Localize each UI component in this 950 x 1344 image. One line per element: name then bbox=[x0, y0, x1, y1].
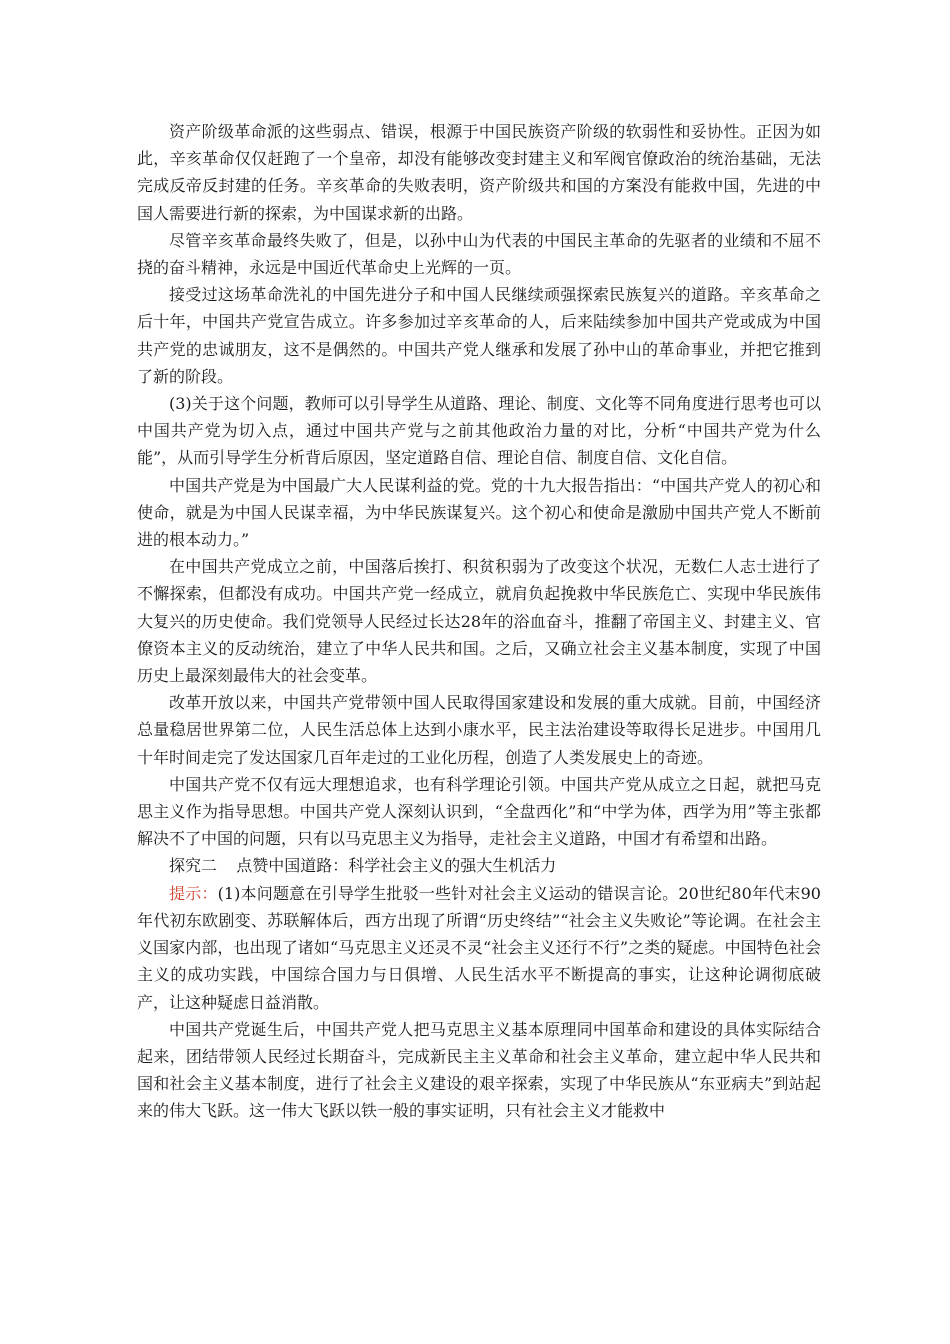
paragraph-8: 中国共产党不仅有远大理想追求，也有科学理论引领。中国共产党从成立之日起，就把马克思主义作为指导思想。中国共产党人深刻认识到，“全盘西化”和“中学为体，西学为用”等主张都解决不了中国的问题，只有以马克思主义为指导，走社会主义道路，中国才有希望和出路。 bbox=[137, 774, 821, 849]
paragraph-3: 接受过这场革命洗礼的中国先进分子和中国人民继续顽强探索民族复兴的道路。辛亥革命之后十年，中国共产党宣告成立。许多参加过辛亥革命的人，后来陆续参加中国共产党或成为中国共产党的忠诚朋友，这不是偶然的。中国共产党人继承和发展了孙中山的革命事业，并把它推到了新的阶段。 bbox=[137, 285, 821, 386]
paragraph-4: (3)关于这个问题，教师可以引导学生从道路、理论、制度、文化等不同角度进行思考也可以中国共产党为切入点，通过中国共产党与之前其他政治力量的对比，分析“中国共产党为什么能”，从而引导学生分析背后原因，坚定道路自信、理论自信、制度自信、文化自信。 bbox=[137, 394, 821, 468]
paragraph-7: 改革开放以来，中国共产党带领中国人民取得国家建设和发展的重大成就。目前，中国经济总量稳居世界第二位，人民生活总体上达到小康水平，民主法治建设等取得长足进步。中国用几十年时间走完了发达国家几百年走过的工业化历程，创造了人类发展史上的奇迹。 bbox=[137, 693, 821, 767]
paragraph-6: 在中国共产党成立之前，中国落后挨打、积贫积弱为了改变这个状况，无数仁人志士进行了不懈探索，但都没有成功。中国共产党一经成立，就肩负起挽救中华民族危亡、实现中华民族伟大复兴的历史使命。我们党领导人民经过长达28年的浴血奋斗，推翻了帝国主义、封建主义、官僚资本主义的反动统治，建立了中华人民共和国。之后，又确立社会主义基本制度，实现了中国历史上最深刻最伟大的社会变革。 bbox=[137, 557, 821, 686]
paragraph-2: 尽管辛亥革命最终失败了，但是，以孙中山为代表的中国民主革命的先驱者的业绩和不屈不挠的奋斗精神，永远是中国近代革命史上光辉的一页。 bbox=[137, 230, 821, 278]
section-label: 探究二 bbox=[169, 856, 218, 876]
hint-label: 提示： bbox=[169, 883, 218, 903]
section-title: 点赞中国道路：科学社会主义的强大生机活力 bbox=[236, 856, 557, 876]
section-heading bbox=[137, 852, 821, 879]
hint-paragraph bbox=[137, 880, 821, 1016]
paragraph-5: 中国共产党是为中国最广大人民谋利益的党。党的十九大报告指出：“中国共产党人的初心和使命，就是为中国人民谋幸福，为中华民族谋复兴。这个初心和使命是激励中国共产党人不断前进的根本动力。” bbox=[137, 475, 821, 550]
paragraph-1: 资产阶级革命派的这些弱点、错误，根源于中国民族资产阶级的软弱性和妥协性。正因为如此，辛亥革命仅仅赶跑了一个皇帝，却没有能够改变封建主义和军阀官僚政治的统治基础，无法完成反帝反封建的任务。辛亥革命的失败表明，资产阶级共和国的方案没有能救中国，先进的中国人需要进行新的探索，为中国谋求新的出路。 bbox=[137, 122, 821, 223]
paragraph-last: 中国共产党诞生后，中国共产党人把马克思主义基本原理同中国革命和建设的具体实际结合起来，团结带领人民经过长期奋斗，完成新民主主义革命和社会主义革命，建立起中华人民共和国和社会主义基本制度，进行了社会主义建设的艰辛探索，实现了中华民族从“东亚病夫”到站起来的伟大飞跃。这一伟大飞跃以铁一般的事实证明，只有社会主义才能救中 bbox=[137, 1019, 821, 1121]
hint-text: (1)本问题意在引导学生批驳一些针对社会主义运动的错误言论。20世纪80年代末90年代初东欧剧变、苏联解体后，西方出现了所谓“历史终结”“社会主义失败论”等论调。在社会主义国家内部，也出现了诸如“马克思主义还灵不灵“社会主义还行不行”之类的疑虑。中国特色社会主义的成功实践，中国综合国力与日俱增、人民生活水平不断提高的事实，让这种论调彻底破产，让这种疑虑日益消散。 bbox=[137, 883, 821, 1012]
document-body bbox=[137, 118, 821, 1125]
